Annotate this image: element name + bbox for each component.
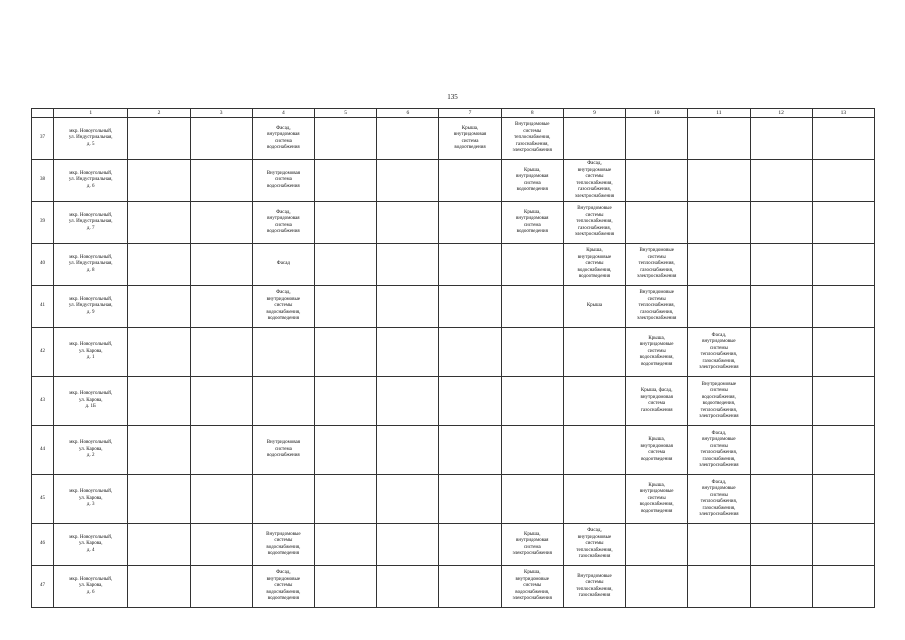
cell-col-8 (501, 328, 563, 377)
cell-col-6 (377, 202, 439, 244)
cell-col-12 (750, 286, 812, 328)
cell-col-8 (501, 244, 563, 286)
cell-col-3 (190, 160, 252, 202)
cell-col-10: Крыша, фасад, внутридомовая система газоснабжения (626, 377, 688, 426)
cell-col-7 (439, 426, 501, 475)
cell-col-11 (688, 524, 750, 566)
table-row (32, 524, 875, 566)
cell-col-11 (688, 566, 750, 608)
cell-col-8 (501, 426, 563, 475)
cell-col-9: Фасад, внутридомовые системы теплоснабжения, газоснабжения (563, 524, 625, 566)
column-number-2: 2 (128, 109, 190, 118)
column-number-4: 4 (252, 109, 314, 118)
cell-col-2 (128, 118, 190, 160)
page-number: 135 (447, 93, 458, 101)
cell-col-2 (128, 328, 190, 377)
cell-col-5 (314, 377, 376, 426)
cell-col-3 (190, 244, 252, 286)
cell-col-6 (377, 524, 439, 566)
cell-col-11 (688, 244, 750, 286)
column-number-11: 11 (688, 109, 750, 118)
cell-col-13 (812, 426, 874, 475)
cell-col-10: Внутридомовые системы теплоснабжения, газоснабжения, электроснабжения (626, 286, 688, 328)
row-number: 37 (32, 118, 54, 160)
address-cell: мкр. Новоугольный, ул. Индустриальная, д. 5 (54, 118, 128, 160)
column-number-12: 12 (750, 109, 812, 118)
cell-col-8: Крыша, внутридомовые системы водоснабжения, электроснабжения (501, 566, 563, 608)
cell-col-3 (190, 426, 252, 475)
column-number-7: 7 (439, 109, 501, 118)
cell-col-3 (190, 475, 252, 524)
cell-col-6 (377, 566, 439, 608)
cell-col-10 (626, 160, 688, 202)
cell-col-5 (314, 328, 376, 377)
table-row (32, 202, 875, 244)
header-row (32, 109, 875, 118)
cell-col-8 (501, 475, 563, 524)
cell-col-4: Фасад, внутридомовая система водоснабжения (252, 202, 314, 244)
cell-col-5 (314, 475, 376, 524)
cell-col-12 (750, 244, 812, 286)
cell-col-13 (812, 328, 874, 377)
row-number: 38 (32, 160, 54, 202)
row-number: 40 (32, 244, 54, 286)
column-number-9: 9 (563, 109, 625, 118)
cell-col-7 (439, 475, 501, 524)
cell-col-13 (812, 244, 874, 286)
table-row (32, 566, 875, 608)
repair-schedule-table (31, 108, 875, 608)
cell-col-2 (128, 244, 190, 286)
table-row (32, 160, 875, 202)
cell-col-5 (314, 566, 376, 608)
cell-col-13 (812, 118, 874, 160)
cell-col-4: Внутридомовая система водоснабжения (252, 160, 314, 202)
cell-col-2 (128, 475, 190, 524)
cell-col-13 (812, 377, 874, 426)
cell-col-4 (252, 328, 314, 377)
cell-col-9 (563, 377, 625, 426)
cell-col-9: Внутридомовые системы теплоснабжения, газоснабжения (563, 566, 625, 608)
cell-col-3 (190, 286, 252, 328)
cell-col-11: Внутридомовые системы водоснабжения, водоотведения, теплоснабжения, электроснабжения (688, 377, 750, 426)
cell-col-12 (750, 377, 812, 426)
column-number-6: 6 (377, 109, 439, 118)
table-row (32, 475, 875, 524)
row-number: 41 (32, 286, 54, 328)
row-number: 39 (32, 202, 54, 244)
cell-col-7 (439, 160, 501, 202)
cell-col-8: Крыша, внутридомовая система водоотведения (501, 202, 563, 244)
cell-col-12 (750, 202, 812, 244)
cell-col-7 (439, 328, 501, 377)
cell-col-13 (812, 475, 874, 524)
address-cell: мкр. Новоугольный, ул. Индустриальная, д. 9 (54, 286, 128, 328)
cell-col-13 (812, 524, 874, 566)
cell-col-8: Крыша, внутридомовая система электроснабжения (501, 524, 563, 566)
cell-col-13 (812, 160, 874, 202)
cell-col-12 (750, 524, 812, 566)
cell-col-9: Крыша (563, 286, 625, 328)
cell-col-9: Фасад, внутридомовые системы теплоснабжения, газоснабжения, электроснабжения (563, 160, 625, 202)
cell-col-2 (128, 377, 190, 426)
cell-col-5 (314, 524, 376, 566)
cell-col-13 (812, 202, 874, 244)
cell-col-7 (439, 286, 501, 328)
cell-col-3 (190, 118, 252, 160)
cell-col-4: Внутридомовая система водоснабжения (252, 426, 314, 475)
cell-col-11 (688, 202, 750, 244)
cell-col-5 (314, 286, 376, 328)
cell-col-11 (688, 118, 750, 160)
cell-col-2 (128, 160, 190, 202)
cell-col-9 (563, 426, 625, 475)
cell-col-5 (314, 118, 376, 160)
cell-col-5 (314, 426, 376, 475)
cell-col-3 (190, 202, 252, 244)
cell-col-8 (501, 286, 563, 328)
cell-col-4 (252, 377, 314, 426)
column-number-1: 1 (54, 109, 128, 118)
cell-col-9 (563, 475, 625, 524)
cell-col-11: Фасад, внутридомовые системы теплоснабжения, газоснабжения, электроснабжения (688, 426, 750, 475)
column-number-10: 10 (626, 109, 688, 118)
address-cell: мкр. Новоугольный, ул. Индустриальная, д. 8 (54, 244, 128, 286)
cell-col-2 (128, 202, 190, 244)
address-cell: мкр. Новоугольный, ул. Карова, д. 4 (54, 524, 128, 566)
row-number: 44 (32, 426, 54, 475)
cell-col-9: Внутридомовые системы теплоснабжения, газоснабжения, электроснабжения (563, 202, 625, 244)
cell-col-2 (128, 286, 190, 328)
cell-col-6 (377, 244, 439, 286)
cell-col-10 (626, 524, 688, 566)
cell-col-7 (439, 202, 501, 244)
table-row (32, 377, 875, 426)
cell-col-10 (626, 566, 688, 608)
cell-col-6 (377, 160, 439, 202)
cell-col-10: Крыша, внутридомовая система водоотведения (626, 426, 688, 475)
cell-col-4: Фасад, внутридомовые системы водоснабжения, водоотведения (252, 286, 314, 328)
cell-col-3 (190, 328, 252, 377)
cell-col-12 (750, 566, 812, 608)
cell-col-10 (626, 202, 688, 244)
cell-col-3 (190, 566, 252, 608)
cell-col-4: Внутридомовые системы водоснабжения, водоотведения (252, 524, 314, 566)
cell-col-10: Внутридомовые системы теплоснабжения, газоснабжения, электроснабжения (626, 244, 688, 286)
address-cell: мкр. Новоугольный, ул. Индустриальная, д. 7 (54, 202, 128, 244)
column-number-8: 8 (501, 109, 563, 118)
row-number: 43 (32, 377, 54, 426)
cell-col-5 (314, 160, 376, 202)
table-row (32, 328, 875, 377)
cell-col-11 (688, 160, 750, 202)
cell-col-4: Фасад, внутридомовые системы водоснабжения, водоотведения (252, 566, 314, 608)
row-number: 45 (32, 475, 54, 524)
address-cell: мкр. Новоугольный, ул. Карова, д. 6 (54, 566, 128, 608)
cell-col-10: Крыша, внутридомовые системы водоснабжения, водоотведения (626, 475, 688, 524)
table-row (32, 118, 875, 160)
cell-col-13 (812, 566, 874, 608)
table-row (32, 426, 875, 475)
cell-col-7 (439, 377, 501, 426)
table-row (32, 286, 875, 328)
cell-col-3 (190, 524, 252, 566)
address-cell: мкр. Новоугольный, ул. Карова, д. 3 (54, 475, 128, 524)
cell-col-4 (252, 475, 314, 524)
cell-col-11 (688, 286, 750, 328)
address-cell: мкр. Новоугольный, ул. Карова, д. 1Б (54, 377, 128, 426)
address-cell: мкр. Новоугольный, ул. Карова, д. 2 (54, 426, 128, 475)
cell-col-12 (750, 328, 812, 377)
cell-col-6 (377, 286, 439, 328)
header-blank-cell (32, 109, 54, 118)
cell-col-2 (128, 426, 190, 475)
cell-col-8: Внутридомовые системы теплоснабжения, газоснабжения, электроснабжения (501, 118, 563, 160)
address-cell: мкр. Новоугольный, ул. Карова, д. 1 (54, 328, 128, 377)
table-row (32, 244, 875, 286)
cell-col-6 (377, 475, 439, 524)
cell-col-10: Крыша, внутридомовые системы водоснабжения, водоотведения (626, 328, 688, 377)
cell-col-8 (501, 377, 563, 426)
cell-col-12 (750, 118, 812, 160)
column-number-13: 13 (812, 109, 874, 118)
cell-col-9: Крыша, внутридомовые системы водоснабжения, водоотведения (563, 244, 625, 286)
cell-col-5 (314, 202, 376, 244)
cell-col-2 (128, 566, 190, 608)
cell-col-7 (439, 524, 501, 566)
cell-col-6 (377, 118, 439, 160)
cell-col-4: Фасад, внутридомовая система водоснабжения (252, 118, 314, 160)
cell-col-13 (812, 286, 874, 328)
column-number-3: 3 (190, 109, 252, 118)
cell-col-7: Крыша, внутридомовая система водоотведения (439, 118, 501, 160)
cell-col-12 (750, 426, 812, 475)
cell-col-7 (439, 244, 501, 286)
cell-col-6 (377, 377, 439, 426)
cell-col-11: Фасад, внутридомовые системы теплоснабжения, газоснабжения, электроснабжения (688, 328, 750, 377)
row-number: 46 (32, 524, 54, 566)
cell-col-12 (750, 475, 812, 524)
cell-col-12 (750, 160, 812, 202)
cell-col-9 (563, 328, 625, 377)
cell-col-7 (439, 566, 501, 608)
address-cell: мкр. Новоугольный, ул. Индустриальная, д. 6 (54, 160, 128, 202)
cell-col-6 (377, 426, 439, 475)
cell-col-4: Фасад (252, 244, 314, 286)
cell-col-2 (128, 524, 190, 566)
cell-col-8: Крыша, внутридомовая система водоотведения (501, 160, 563, 202)
column-number-5: 5 (314, 109, 376, 118)
row-number: 47 (32, 566, 54, 608)
cell-col-11: Фасад, внутридомовые системы теплоснабжения, газоснабжения, электроснабжения (688, 475, 750, 524)
cell-col-10 (626, 118, 688, 160)
cell-col-9 (563, 118, 625, 160)
cell-col-5 (314, 244, 376, 286)
cell-col-6 (377, 328, 439, 377)
cell-col-3 (190, 377, 252, 426)
row-number: 42 (32, 328, 54, 377)
